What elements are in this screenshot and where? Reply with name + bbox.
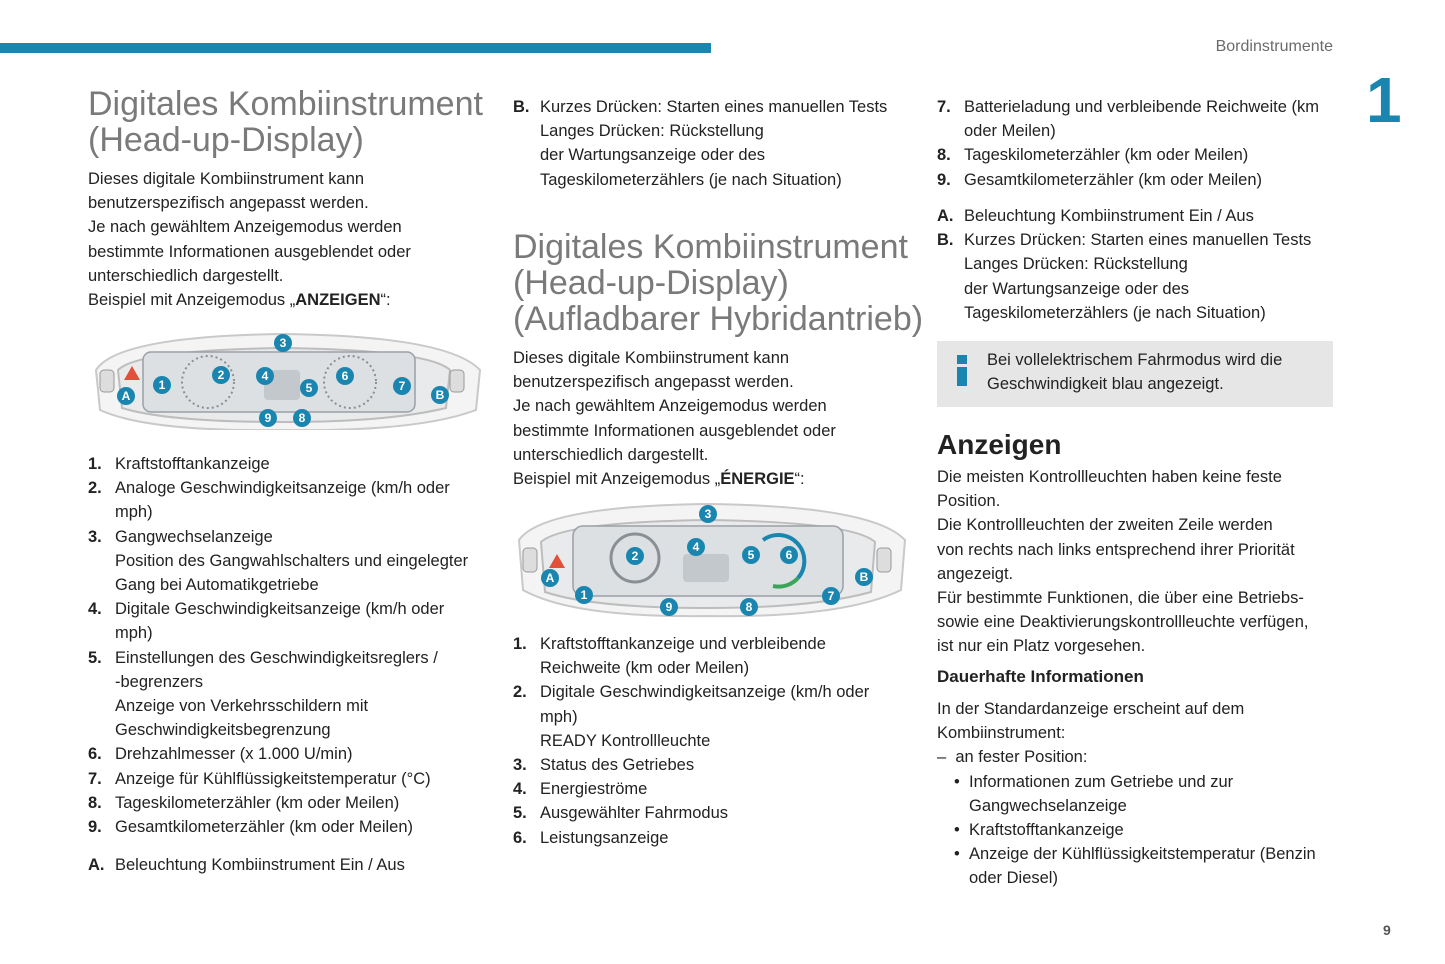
svg-text:2: 2	[217, 368, 225, 382]
legend-list-anzeigen	[88, 452, 508, 839]
svg-text:9: 9	[665, 600, 673, 614]
subheading-dauerhafte-info: Dauerhafte Informationen	[937, 667, 1144, 686]
bullet-item: • Anzeige der Kühlflüssigkeitstemperatur (Benzin oder Diesel)	[954, 845, 1316, 888]
list-item: 3. Status des Getriebes	[513, 756, 695, 775]
section-title-hud: Digitales Kombiinstrument (Head-up-Display)	[88, 85, 483, 159]
svg-text:4: 4	[261, 369, 269, 383]
list-item: 7. Anzeige für Kühlflüssigkeitstemperatur (°C)	[88, 769, 431, 788]
callout-A	[541, 569, 559, 587]
callout-5	[300, 379, 318, 397]
svg-text:3: 3	[279, 336, 287, 350]
info-box: Bei vollelektrischem Fahrmodus wird die Geschwindigkeit blau angezeigt.	[937, 341, 1333, 407]
callout-9	[660, 598, 678, 616]
callout-6	[780, 546, 798, 564]
bullet-item: • Kraftstofftankanzeige	[954, 821, 1124, 840]
list-item: 4. Digitale Geschwindigkeitsanzeige (km/h oder mph)	[88, 600, 445, 643]
list-item: 8. Tageskilometerzähler (km oder Meilen)	[937, 146, 1249, 165]
dash-item: – an fester Position:	[937, 748, 1088, 767]
intro-text-hybrid: Dieses digitale Kombiinstrument kann benutzerspezifisch angepasst werden. Je nach gewähltem Anzeigemodus werden bestimmte Informationen ausgeblendet oder unterschiedlich dargestellt. Beispiel mit Anzeigemodus „ÉNERGIE“:	[513, 346, 933, 491]
callout-4	[256, 367, 274, 385]
callout-B	[431, 386, 449, 404]
callout-1	[153, 376, 171, 394]
example-line: Beispiel mit Anzeigemodus „ANZEIGEN“:	[88, 291, 391, 310]
list-item: 7. Batterieladung und verbleibende Reichweite (km oder Meilen)	[937, 98, 1319, 141]
list-item: A. Beleuchtung Kombiinstrument Ein / Aus	[937, 207, 1254, 225]
legend-continued-energie	[937, 95, 1337, 192]
header-accent-bar	[0, 43, 711, 53]
chapter-number: 1	[1366, 64, 1402, 136]
callout-9	[259, 409, 277, 427]
list-item: 6. Leistungsanzeige	[513, 828, 669, 847]
svg-text:7: 7	[827, 589, 835, 603]
list-item: 2. Digitale Geschwindigkeitsanzeige (km/h oder mph) READY Kontrollleuchte	[513, 683, 870, 750]
svg-text:5: 5	[747, 548, 755, 562]
callout-B	[855, 568, 873, 586]
svg-text:4: 4	[692, 540, 700, 554]
svg-text:6: 6	[785, 548, 793, 562]
svg-text:5: 5	[305, 381, 313, 395]
callout-A	[117, 387, 135, 405]
list-item: 9. Gesamtkilometerzähler (km oder Meilen)	[88, 818, 414, 837]
list-item: 3. Gangwechselanzeige Position des Gangwahlschalters und eingelegter Gang bei Automatikgetriebe	[88, 527, 469, 595]
svg-text:8: 8	[745, 600, 753, 614]
list-item: 4. Energieströme	[513, 780, 648, 799]
list-item: 6. Drehzahlmesser (x 1.000 U/min)	[88, 745, 353, 764]
callout-2	[626, 547, 644, 565]
list-item: 5. Einstellungen des Geschwindigkeitsreglers / -begrenzers Anzeige von Verkehrsschildern mit Geschwindigkeitsbegrenzung	[88, 648, 438, 740]
list-item: A. Beleuchtung Kombiinstrument Ein / Aus	[88, 856, 405, 874]
svg-text:6: 6	[341, 369, 349, 383]
callout-7	[393, 377, 411, 395]
bullet-item: • Informationen zum Getriebe und zur Gangwechselanzeige	[954, 772, 1234, 815]
page-number: 9	[1383, 922, 1391, 938]
callout-3	[274, 334, 292, 352]
svg-text:8: 8	[298, 411, 306, 425]
svg-text:B: B	[859, 570, 869, 584]
svg-text:9: 9	[264, 411, 272, 425]
svg-text:A: A	[121, 389, 131, 403]
callout-6	[336, 367, 354, 385]
legend-continued-b	[513, 95, 913, 192]
cluster-figure-anzeigen	[88, 330, 488, 430]
svg-text:7: 7	[398, 379, 406, 393]
example-line: Beispiel mit Anzeigemodus „ÉNERGIE“:	[513, 470, 805, 489]
callout-8	[740, 598, 758, 616]
callout-5	[742, 546, 760, 564]
svg-text:A: A	[545, 571, 555, 585]
info-icon	[957, 355, 969, 386]
cluster-figure-energie	[513, 500, 913, 620]
legend-list-energie	[513, 632, 933, 850]
list-item: B. Kurzes Drücken: Starten eines manuellen Tests Langes Drücken: Rückstellung der Wartungsanzeige oder des Tageskilometerzählers (je nach Situation)	[937, 231, 1312, 322]
svg-text:2: 2	[631, 549, 639, 563]
running-head: Bordinstrumente	[1215, 38, 1333, 55]
heading-anzeigen: Anzeigen	[937, 429, 1062, 460]
intro-text: Dieses digitale Kombiinstrument kann benutzerspezifisch angepasst werden. Je nach gewähltem Anzeigemodus werden bestimmte Informationen ausgeblendet oder unterschiedlich dargestellt. Beispiel mit Anzeigemodus „ANZEIGEN“:	[88, 167, 508, 312]
legend-letters-energie	[937, 204, 1337, 325]
svg-text:3: 3	[704, 507, 712, 521]
list-item: 2. Analoge Geschwindigkeitsanzeige (km/h oder mph)	[88, 479, 450, 522]
list-item: B. Kurzes Drücken: Starten eines manuellen Tests Langes Drücken: Rückstellung der Wartungsanzeige oder des Tageskilometerzählers (je nach Situation)	[513, 98, 888, 189]
callout-4	[687, 538, 705, 556]
anzeigen-text: Die meisten Kontrollleuchten haben keine feste Position. Die Kontrollleuchten der zweiten Zeile werden von rechts nach links entsprechend ihrer Priorität angezeigt. Für bestimmte Funktionen, die über eine Betriebs- sowie eine Deaktivierungskontrollleuchte verfügen, ist nur ein Platz vorgesehen.	[937, 468, 1309, 656]
svg-text:B: B	[435, 388, 445, 402]
callout-8	[293, 409, 311, 427]
callout-1	[575, 586, 593, 604]
callout-3	[699, 505, 717, 523]
section-title-hybrid: Digitales Kombiinstrument (Head-up-Display) (Aufladbarer Hybridantrieb)	[513, 228, 924, 338]
svg-text:1: 1	[580, 588, 588, 602]
dauerhafte-text: In der Standardanzeige erscheint auf dem Kombiinstrument: – an fester Position: • Informationen zum Getriebe und zur Gangwechselanzeige • Kraftstofftankanzeige • Anzeige der Kühlflüssigkeitstemperatur (Benzin oder Diesel)	[937, 697, 1337, 891]
svg-text:1: 1	[158, 378, 166, 392]
list-item: 9. Gesamtkilometerzähler (km oder Meilen)	[937, 170, 1263, 189]
legend-letters-anzeigen	[88, 853, 508, 877]
list-item: 8. Tageskilometerzähler (km oder Meilen)	[88, 793, 400, 812]
callout-7	[822, 587, 840, 605]
list-item: 1. Kraftstofftankanzeige	[88, 455, 270, 473]
callout-2	[212, 366, 230, 384]
list-item: 1. Kraftstofftankanzeige und verbleibende Reichweite (km oder Meilen)	[513, 635, 826, 678]
list-item: 5. Ausgewählter Fahrmodus	[513, 804, 729, 823]
